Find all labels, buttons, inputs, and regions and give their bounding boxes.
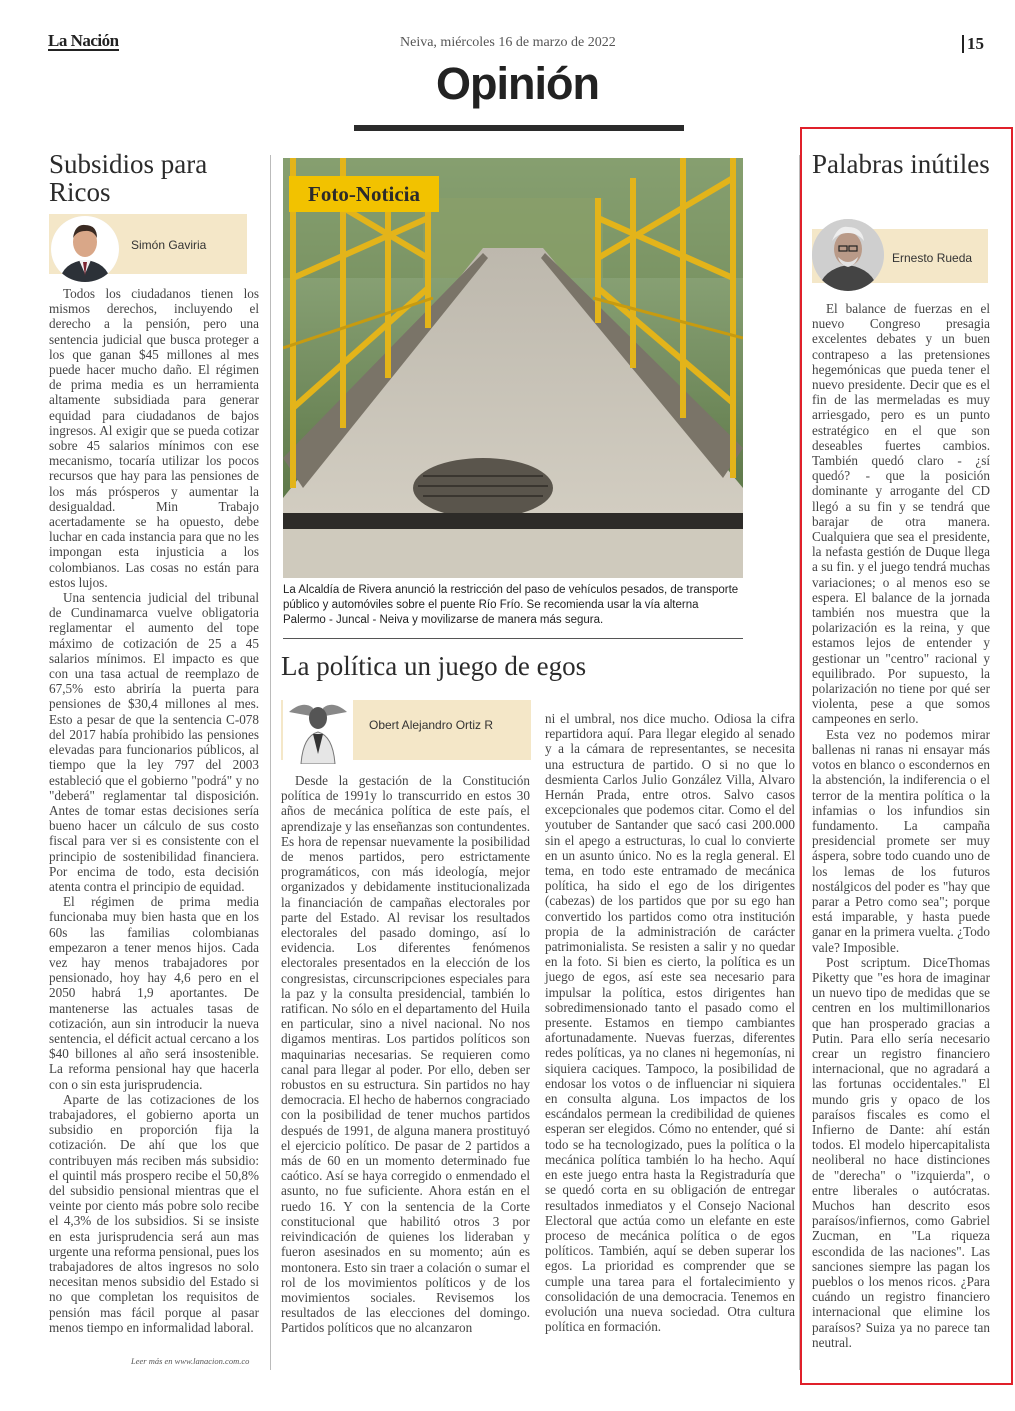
author-name: Simón Gaviria — [131, 238, 207, 252]
article-body-col2 — [545, 711, 795, 1334]
photo-caption: La Alcaldía de Rivera anunció la restricción del paso de vehículos pesados, de transporte público y automóviles sobre el puente Río Frío. Se recomienda usar la vía alterna Palermo - Juncal - Neiva y movilizarse de manera más segura. — [283, 584, 739, 626]
article-subsidios — [49, 150, 264, 206]
article-title: Palabras inútiles — [812, 149, 990, 179]
paragraph: Aparte de las cotizaciones de los trabajadores, el gobierno aporta un subsidio en proporción fija la cotización. De ahí que los que contribuyen más reciben más subsidio: el quintil más prospero recibe el 50,8% del subsidio pensional mientras que el veinte por ciento más pobre solo recibe el 4,3% de los subsidios. Si se insiste en esta jurisprudencia será aun mas urgente una reforma pensional, pues los trabajadores de altos ingresos no solo necesitan menos subsidio del Estado si no que completan los requisitos de pensión mas fácil porque al pasar menos tiempo en informalidad laboral. — [49, 1091, 259, 1335]
paragraph: Desde la gestación de la Constitución política de 1991y lo transcurrido en estos 30 años de mecánica política de este país, el aprendizaje y las enseñanzas son contundentes. Es hora de repensar nuevamente la posibilidad de menos partidos, pero estrictamente programáticos, con más ideología, mejor organizados y debidamente institucionalizada la financiación de campañas electorales por parte del Estado. Al revisar los resultados electorales del pasado domingo, así lo evidencia. Los diferentes fenómenos electorales presentados en la elección de los congresistas, circunscripciones especiales para la paz y la consulta presidencial, también lo ratifican. No sólo en el departamento del Huila en particular, sino a nivel nacional. No nos digamos mentiras. Los partidos políticos son maquinarias necesarias. Se requieren como canal para llegar al poder. Por ello, deben ser robustos en su estructura. Sin partidos no hay democracia. El hecho de habernos congraciado con la posibilidad de tener muchos partidos después de 1991, de alguna manera prostituyó el ejercicio político. De pasar de 2 partidos a más de 60 en un momento determinado fue caótico. Así se haya corregido o enmendado el asunto, no fue suficiente. Ahora están en el ruedo 16. Y con la sentencia de la Corte constitucional que habilitó otros 3 por reivindicación de quienes los lideraban y fueron asesinados en su momento; aún es montonera. Esto sin traer a colación o sumar el rol de los movimientos políticos y de los movimientos sociales. Revisemos los resultados de las elecciones del domingo. Partidos políticos que no alcanzaron — [281, 773, 531, 1336]
paragraph: Esta vez no podemos mirar ballenas ni ranas ni ensayar más votos en blanco o escondernos en la abstención, la indiferencia o el terror de la mentira política o la infamias o los infundios sin fundamento. La campaña presidencial promete ser muy áspera, sobre todo cuando uno de los lemas de los futuros nostálgicos del poder es "hay que parar a Petro como sea"; porque está imparable, y hasta puede ganar en la primera vuelta. ¿Todo vale? Imposible. — [812, 726, 990, 955]
article-title: Subsidios para Ricos — [49, 149, 208, 207]
issue-date: Neiva, miércoles 16 de marzo de 2022 — [400, 35, 616, 50]
paragraph: El balance de fuerzas en el nuevo Congreso presagia excelentes debates y un buen contrapeso a las pretensiones hegemónicas que pueda tener el nuevo presidente. Decir que es el fin de las mermeladas es muy arriesgado, pero es un punto estratégico en el que son deseables fuertes cambios. También quedó claro - ¿sí quedó? - que la posición dominante y arrogante del CD llegó a su fin y se tendrá que barajar de otra manera. Cualquiera que sea el presidente, la nefasta gestión de Duque llega a su fin. y el juego tendrá muchas variaciones; o al menos eso se espera. El balance de la jornada también nos muestra que la polarización es la reina, y que estamos lejos de entender y gestionar un "centro" racional y equilibrado. Por supuesto, la polarización no tiene por qué ser violenta, pese a que somos campeones en serlo. — [812, 301, 990, 727]
author-box — [812, 229, 988, 283]
author-name: Obert Alejandro Ortiz R — [369, 718, 494, 732]
caption-divider — [283, 638, 743, 639]
paragraph: Todos los ciudadanos tienen los mismos derechos, incluyendo el derecho a la pensión, pero una sentencia judicial que busca proteger a los que ganan $45 millones al mes puede hacer mucho daño. El régimen de prima media es un herramienta altamente subsidiada para generar equidad para ciudadanos de bajos ingresos. Al exigir que se pueda cotizar sobre 45 salarios mínimos con ese mecanismo, tocaría utilizar los pocos recursos que hay para las pensiones de los más prósperos y aumentar la desigualdad. Min Trabajo acertadamente se ha opuesto, debe luchar en cada instancia para que no les impongan esta injusticia a los colombianos. Las cosas no están para estos lujos. — [49, 286, 259, 590]
article-title: La política un juego de egos — [281, 651, 587, 681]
author-box — [281, 700, 531, 760]
article-body — [812, 301, 990, 1350]
read-more-link[interactable]: Leer más en www.lanacion.com.co — [131, 1356, 250, 1366]
photo-news-label: Foto-Noticia — [289, 176, 439, 212]
author-box — [49, 214, 247, 274]
column-divider — [270, 155, 271, 1370]
paragraph: ni el umbral, nos dice mucho. Odiosa la cifra repartidora aquí. Para llegar elegido al senado y a la cámara de representantes, se necesita una estructura de partido. O si no que lo desmienta Carlos Julio González Villa, Alvaro Hernán Prada, entre otros. Salvo casos excepcionales que podemos citar. Como el del youtuber de Santander que sacó casi 200.000 sin el apego a estructuras, lo cual lo convierte en un asunto único. No es la regla general. El tema, en todo este entramado de mecánica política, ha sido el ego de los dirigentes (cabezas) de los partidos que por su ego han convertido los partidos como otra institución propia de la administración de carácter patrimonialista. Se resisten a salir y no quedar en la foto. Si bien es cierto, la política es un juego de egos, así este sea necesario para impulsar la política, estos dirigentes han sobredimensionado tanto el pasado como el presente. Estamos en tiempo cambiantes afortunadamente. Nuevas fuerzas, diferentes redes políticas, ya no clanes ni hegemonías, ni siquiera caciques. Tampoco, la posibilidad de endosar los votos o de influenciar ni siquiera en consulta alguna. Los impactos de los escándalos permean la credibilidad de quienes esperan ser elegidos. Cómo no entender, qué si todo se ha tecnologizado, pues la política o la mecánica política también lo ha hecho. Aquí en este juego entra hasta la Registraduría que se quedó corta en su obligación de entregar resultados inmediatos y el Consejo Nacional Electoral que actúa como un elefante en este proceso de mecánica política o de egos políticos. También, aquí se deben superar los egos. La prioridad es comprender que se cumple una tarea para el fortalecimiento y consolidación de una democracia. Tenemos en evolución una nueva sociedad. Otra cultura política en formación. — [545, 711, 795, 1335]
bridge-photo — [283, 158, 743, 578]
paragraph: Una sentencia judicial del tribunal de Cundinamarca vuelve obligatoria reglamentar el aumento del tope máximo de cotización de 25 a 45 salarios mínimos. El impacto es que con una tasa actual de reemplazo de 67,5% esto abriría la puerta para pensiones de $30,4 millones al mes. Esto a pesar de que la sentencia C-078 del 2017 había prohibido las pensiones elevadas para funcionarios públicos, al tiempo que la ley 797 del 2003 estableció que el gobierno "podrá" y no "deberá" reglamentar tal disposición. Antes de tomar estas decisiones sería bueno hacer un cálculo de sus costo fiscal para ver si es consistente con el principio de sostenibilidad financiera. Por encima de todo, esta decisión atenta contra el principio de equidad. — [49, 590, 259, 894]
section-underline — [354, 125, 684, 131]
page-number: 15 — [962, 35, 984, 53]
author-photo-icon — [51, 216, 119, 282]
article-body-col1 — [281, 773, 530, 1336]
author-photo-icon — [283, 694, 353, 764]
author-name: Ernesto Rueda — [892, 251, 973, 265]
section-title: Opinión — [436, 58, 599, 109]
author-photo-icon — [812, 219, 884, 291]
paragraph: Post scriptum. DiceThomas Piketty que "es hora de imaginar un nuevo tipo de medidas que se centren en los multimillonarios que han prosperado gracias a Putin. Para ello sería necesario crear un registro financiero internacional, que no agradará a las fortunas occidentales." El mundo gris y opaco de los paraísos fiscales es como el Infierno de Dante: ahí están todos. El modelo hipercapitalista neoliberal no hace distinciones de "derecha" o "izquierda", o entre liberales o autócratas. Muchos han descrito esos paraísos/infiernos, como Gabriel Zucman, en "La riqueza escondida de las naciones". Las sanciones siempre las pagan los pueblos o los menos ricos. ¿Para cuándo un registro financiero internacional que elimine los paraísos? Suiza ya no parece tan neutral. — [812, 954, 990, 1350]
paragraph: El régimen de prima media funcionaba muy bien hasta que en los 60s las familias colombianas empezaron a tener menos hijos. Cada vez hay menos trabajadores por pensionado, hoy hay 4,6 pero en el 2050 habrá 1,9 aportantes. De mantenerse las actuales tasas de cotización, aun sin introducir la nueva sentencia, el déficit actual cercano a los $40 billones al año será insostenible. La reforma pensional hay que hacerla con o sin esta jurisprudencia. — [49, 894, 259, 1092]
article-body — [49, 286, 259, 1335]
masthead-logo: La Nación — [48, 31, 119, 50]
